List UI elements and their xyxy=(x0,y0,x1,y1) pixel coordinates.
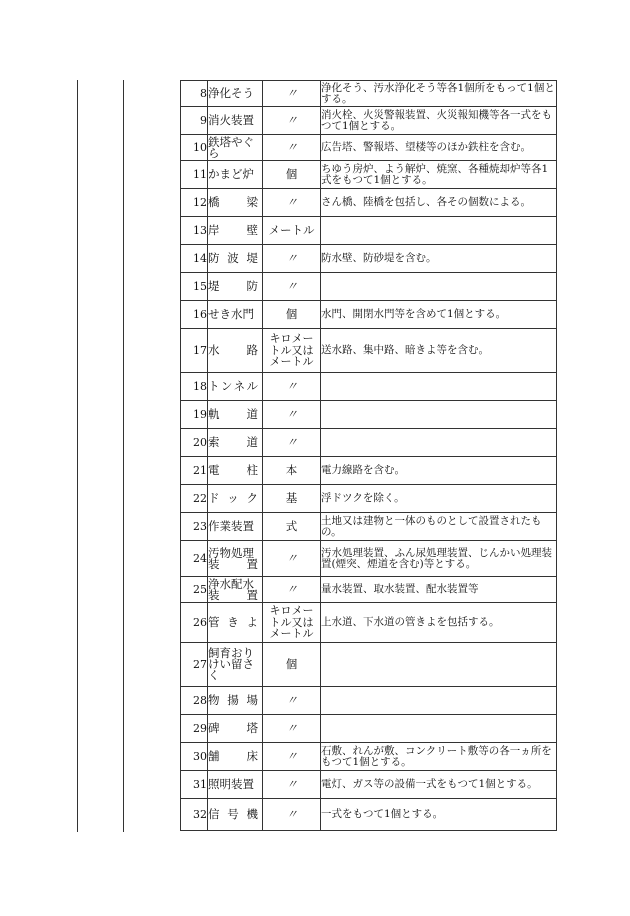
item-unit: 〃 xyxy=(263,135,321,161)
item-note: 電力線路を含む。 xyxy=(321,457,557,485)
row-number: 17 xyxy=(181,329,208,373)
row-number: 23 xyxy=(181,513,208,541)
item-unit: 〃 xyxy=(263,245,321,273)
table-row xyxy=(181,329,557,373)
item-unit: 〃 xyxy=(263,273,321,301)
table-row xyxy=(181,485,557,513)
row-number: 22 xyxy=(181,485,208,513)
item-name: 索 道 xyxy=(208,429,263,457)
item-name: 舗 床 xyxy=(208,743,263,771)
table-row xyxy=(181,161,557,189)
item-name: ド ッ ク xyxy=(208,485,263,513)
item-note xyxy=(321,643,557,687)
table-row xyxy=(181,135,557,161)
item-name: 碑 塔 xyxy=(208,715,263,743)
item-name: 橋 梁 xyxy=(208,189,263,217)
table-row xyxy=(181,273,557,301)
row-number: 18 xyxy=(181,373,208,401)
item-name: 水 路 xyxy=(208,329,263,373)
row-number: 28 xyxy=(181,687,208,715)
item-note xyxy=(321,687,557,715)
item-unit: 〃 xyxy=(263,687,321,715)
table-row xyxy=(181,457,557,485)
item-name: 電 柱 xyxy=(208,457,263,485)
item-note: 電灯、ガス等の設備一式をもつて1個とする。 xyxy=(321,771,557,799)
item-name: かまど炉 xyxy=(208,161,263,189)
item-unit: キロメートル又はメートル xyxy=(263,603,321,643)
item-name: 管 き よ xyxy=(208,603,263,643)
row-number: 30 xyxy=(181,743,208,771)
item-name: 汚物処理 装 置 xyxy=(208,541,263,577)
row-number: 26 xyxy=(181,603,208,643)
item-name: せき水門 xyxy=(208,301,263,329)
table-row xyxy=(181,541,557,577)
item-name: 照明装置 xyxy=(208,771,263,799)
item-unit: 〃 xyxy=(263,541,321,577)
table-row xyxy=(181,715,557,743)
row-number: 11 xyxy=(181,161,208,189)
item-note xyxy=(321,401,557,429)
row-number: 10 xyxy=(181,135,208,161)
item-note: 土地又は建物と一体のものとして設置されたもの。 xyxy=(321,513,557,541)
row-number: 19 xyxy=(181,401,208,429)
item-name: 軌 道 xyxy=(208,401,263,429)
table-row xyxy=(181,189,557,217)
table-row xyxy=(181,743,557,771)
item-note: 浮ドツクを除く。 xyxy=(321,485,557,513)
table-row xyxy=(181,429,557,457)
item-unit: 〃 xyxy=(263,577,321,603)
item-note: ちゆう房炉、よう解炉、焼窯、各種焼却炉等各1式をもつて1個とする。 xyxy=(321,161,557,189)
table-row xyxy=(181,577,557,603)
item-note xyxy=(321,217,557,245)
item-unit: 〃 xyxy=(263,771,321,799)
item-name: 岸 壁 xyxy=(208,217,263,245)
table-row xyxy=(181,603,557,643)
table-row xyxy=(181,687,557,715)
item-name: 飼育おり けい留さ く xyxy=(208,643,263,687)
asset-category-table xyxy=(180,80,557,831)
item-note: 浄化そう、汚水浄化そう等各1個所をもって1個とする。 xyxy=(321,81,555,105)
item-name: 防 波 堤 xyxy=(208,245,263,273)
item-name: ト ン ネ ル xyxy=(208,373,263,401)
item-note xyxy=(321,715,557,743)
row-number: 25 xyxy=(181,577,208,603)
item-unit: キロメートル又はメートル xyxy=(263,329,321,373)
item-note xyxy=(321,273,557,301)
item-unit: 〃 xyxy=(263,715,321,743)
table-row xyxy=(181,245,557,273)
item-unit: 〃 xyxy=(263,107,321,135)
table-row xyxy=(181,81,557,107)
left-margin-rule xyxy=(77,80,78,832)
row-number: 13 xyxy=(181,217,208,245)
item-unit: 個 xyxy=(263,643,321,687)
table-row xyxy=(181,401,557,429)
row-number: 27 xyxy=(181,643,208,687)
item-name: 鉄塔やぐら xyxy=(208,135,263,161)
item-unit: 〃 xyxy=(263,81,321,107)
item-note: 汚水処理装置、ふん尿処理装置、じんかい処理装置(煙突、煙道を含む)等とする。 xyxy=(321,541,557,577)
row-number: 8 xyxy=(181,81,208,107)
item-note xyxy=(321,429,557,457)
item-unit: 〃 xyxy=(263,373,321,401)
item-note: 広告塔、警報塔、望楼等のほか鉄柱を含む。 xyxy=(321,135,557,161)
item-name: 浄化そう xyxy=(208,81,263,107)
item-unit: 基 xyxy=(263,485,321,513)
row-number: 31 xyxy=(181,771,208,799)
row-number: 24 xyxy=(181,541,208,577)
item-name: 物 揚 場 xyxy=(208,687,263,715)
row-number: 21 xyxy=(181,457,208,485)
item-name: 浄水配水 装 置 xyxy=(208,577,263,603)
item-unit: 〃 xyxy=(263,189,321,217)
item-note: 送水路、集中路、暗きよ等を含む。 xyxy=(321,329,557,373)
item-unit: 個 xyxy=(263,161,321,189)
item-note: さん橋、陸橋を包括し、各その個数による。 xyxy=(321,189,557,217)
item-note xyxy=(321,373,557,401)
row-number: 32 xyxy=(181,799,208,831)
item-unit: 〃 xyxy=(263,799,321,831)
table-row xyxy=(181,373,557,401)
row-number: 20 xyxy=(181,429,208,457)
item-unit: 式 xyxy=(263,513,321,541)
item-unit: 本 xyxy=(263,457,321,485)
item-note: 消火栓、火災警報装置、火災報知機等各一式をもつて1個とする。 xyxy=(321,107,557,135)
item-note: 水門、開閉水門等を含めて1個とする。 xyxy=(321,301,557,329)
row-number: 14 xyxy=(181,245,208,273)
row-number: 16 xyxy=(181,301,208,329)
item-unit: 〃 xyxy=(263,429,321,457)
item-note: 防水壁、防砂堤を含む。 xyxy=(321,245,557,273)
table-row xyxy=(181,107,557,135)
item-name: 信 号 機 xyxy=(208,799,263,831)
item-name: 堤 防 xyxy=(208,273,263,301)
item-note: 量水装置、取水装置、配水装置等 xyxy=(321,577,557,603)
row-number: 12 xyxy=(181,189,208,217)
item-name: 消火装置 xyxy=(208,107,263,135)
item-note: 一式をもつて1個とする。 xyxy=(321,799,557,831)
table-row xyxy=(181,799,557,831)
item-note: 上水道、下水道の管きよを包括する。 xyxy=(321,603,557,643)
row-number: 29 xyxy=(181,715,208,743)
item-unit: 〃 xyxy=(263,743,321,771)
item-unit: 〃 xyxy=(263,401,321,429)
item-note: 石敷、れんが敷、コンクリート敷等の各一ヵ所をもつて1個とする。 xyxy=(321,743,557,771)
row-number: 9 xyxy=(181,107,208,135)
table-row xyxy=(181,771,557,799)
table-row xyxy=(181,513,557,541)
table-row xyxy=(181,217,557,245)
item-name: 作業装置 xyxy=(208,513,263,541)
table-row xyxy=(181,643,557,687)
table-row xyxy=(181,301,557,329)
row-number: 15 xyxy=(181,273,208,301)
item-unit: メートル xyxy=(263,217,321,245)
left-column-rule xyxy=(123,80,124,832)
item-unit: 個 xyxy=(263,301,321,329)
